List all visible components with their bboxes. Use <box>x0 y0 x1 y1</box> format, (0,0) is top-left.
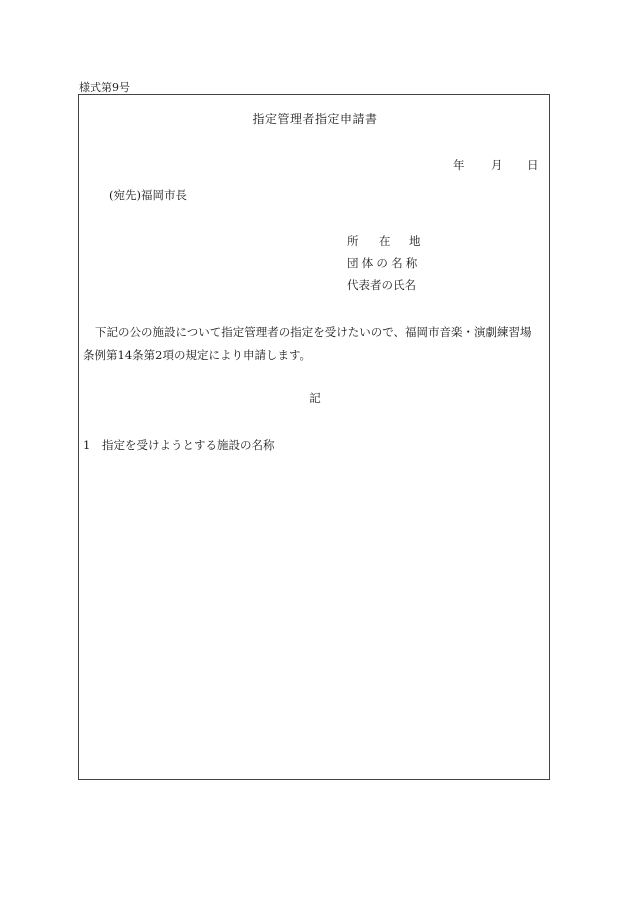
list-item <box>83 437 275 453</box>
date-day-label: 日 <box>527 158 539 172</box>
document-title: 指定管理者指定申請書 <box>252 112 378 126</box>
representative-name-label: 代表者の氏名 <box>347 278 416 292</box>
address-char-1: 所 <box>347 234 359 248</box>
date-month-label: 月 <box>491 158 503 172</box>
date-line <box>453 157 539 173</box>
item-label: 指定を受けようとする施設の名称 <box>102 438 275 452</box>
applicant-address-label <box>347 233 421 249</box>
body-text-line-2: 条例第14条第2項の規定により申請します。 <box>83 348 312 362</box>
address-char-3: 地 <box>409 234 421 248</box>
organization-name-label: 団体の名称 <box>347 256 421 270</box>
ki-heading: 記 <box>309 391 321 405</box>
form-number: 様式第9号 <box>79 81 130 94</box>
address-char-2: 在 <box>379 234 391 248</box>
body-text-line-1: 下記の公の施設について指定管理者の指定を受けたいので、福岡市音楽・演劇練習場 <box>95 325 532 339</box>
addressee: (宛先)福岡市長 <box>109 188 187 202</box>
date-year-label: 年 <box>453 158 465 172</box>
item-number: 1 <box>83 438 91 452</box>
